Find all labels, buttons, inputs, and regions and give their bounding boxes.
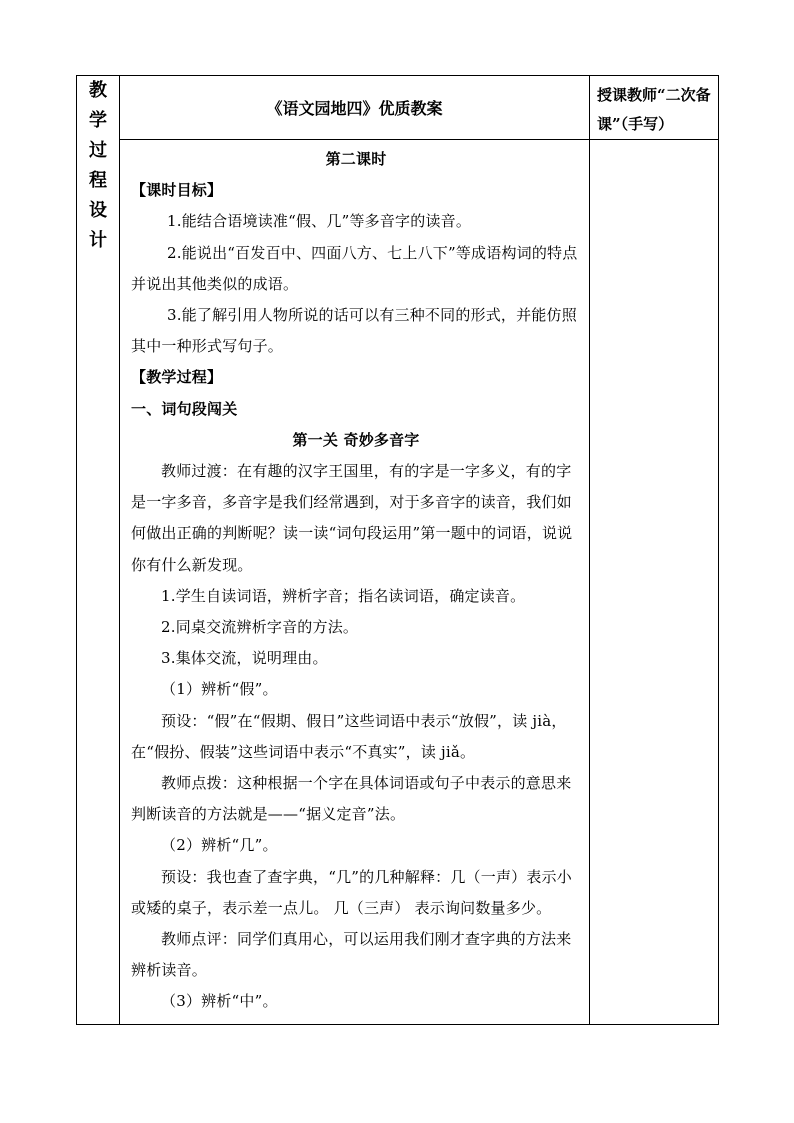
document-title: 《语文园地四》优质教案 bbox=[120, 76, 590, 140]
section-heading: 一、词句段闯关 bbox=[131, 399, 238, 418]
paragraph: 教师过渡：在有趣的汉字王国里，有的字是一字多义，有的字是一字多音，多音字是我们经常遇到，对于多音字的读音，我们如何做出正确的判断呢？读一读“词句段运用”第一题中的词语，说说你有什么新发现。 bbox=[131, 462, 573, 574]
process-heading: 【教学过程】 bbox=[131, 368, 223, 387]
paragraph: 教师点拨：这种根据一个字在具体词语或句子中表示的意思来判断读音的方法就是——“据义定音”法。 bbox=[131, 774, 572, 824]
side-char: 计 bbox=[89, 230, 107, 251]
side-char: 教 bbox=[89, 80, 107, 101]
lesson-period: 第二课时 bbox=[325, 150, 387, 168]
side-char: 学 bbox=[89, 110, 107, 131]
teacher-note-header: 授课教师“二次备课”（手写） bbox=[590, 76, 719, 140]
paragraph: （2）辨析“几”。 bbox=[161, 836, 278, 855]
objective-item: 1.能结合语境读准“假、几”等多音字的读音。 bbox=[167, 212, 472, 231]
teacher-notes-area bbox=[590, 140, 719, 1025]
header-row bbox=[77, 76, 719, 140]
level-heading: 第一关 奇妙多音字 bbox=[292, 430, 420, 449]
lesson-content bbox=[120, 140, 590, 1025]
paragraph: （1）辨析“假”。 bbox=[161, 680, 278, 699]
paragraph: 预设：我也查了查字典，“几”的几种解释：几（一声）表示小或矮的桌子，表示差一点儿。 几（三声） 表示询问数量多少。 bbox=[131, 867, 572, 917]
objectives-heading: 【课时目标】 bbox=[131, 181, 223, 200]
paragraph: 教师点评：同学们真用心，可以运用我们刚才查字典的方法来辨析读音。 bbox=[131, 930, 572, 980]
side-char: 过 bbox=[89, 140, 107, 161]
side-label bbox=[77, 76, 120, 1025]
paragraph: 3.集体交流，说明理由。 bbox=[161, 649, 328, 668]
paragraph: 1.学生自读词语，辨析字音；指名读词语，确定读音。 bbox=[161, 586, 526, 605]
objective-item: 2.能说出“百发百中、四面八方、七上八下”等成语构词的特点并说出其他类似的成语。 bbox=[131, 243, 578, 293]
paragraph: 2.同桌交流辨析字音的方法。 bbox=[161, 618, 359, 637]
objective-item: 3.能了解引用人物所说的话可以有三种不同的形式，并能仿照其中一种形式写句子。 bbox=[131, 306, 577, 356]
paragraph: （3）辨析“中”。 bbox=[161, 992, 278, 1011]
content-row bbox=[77, 140, 719, 1025]
side-char: 设 bbox=[89, 200, 107, 221]
side-char: 程 bbox=[89, 170, 107, 191]
paragraph: 预设：“假”在“假期、假日”这些词语中表示“放假”，读 jià，在“假扮、假装”这些词语中表示“不真实”，读 jiǎ。 bbox=[131, 711, 567, 761]
lesson-plan-table bbox=[76, 75, 719, 1025]
